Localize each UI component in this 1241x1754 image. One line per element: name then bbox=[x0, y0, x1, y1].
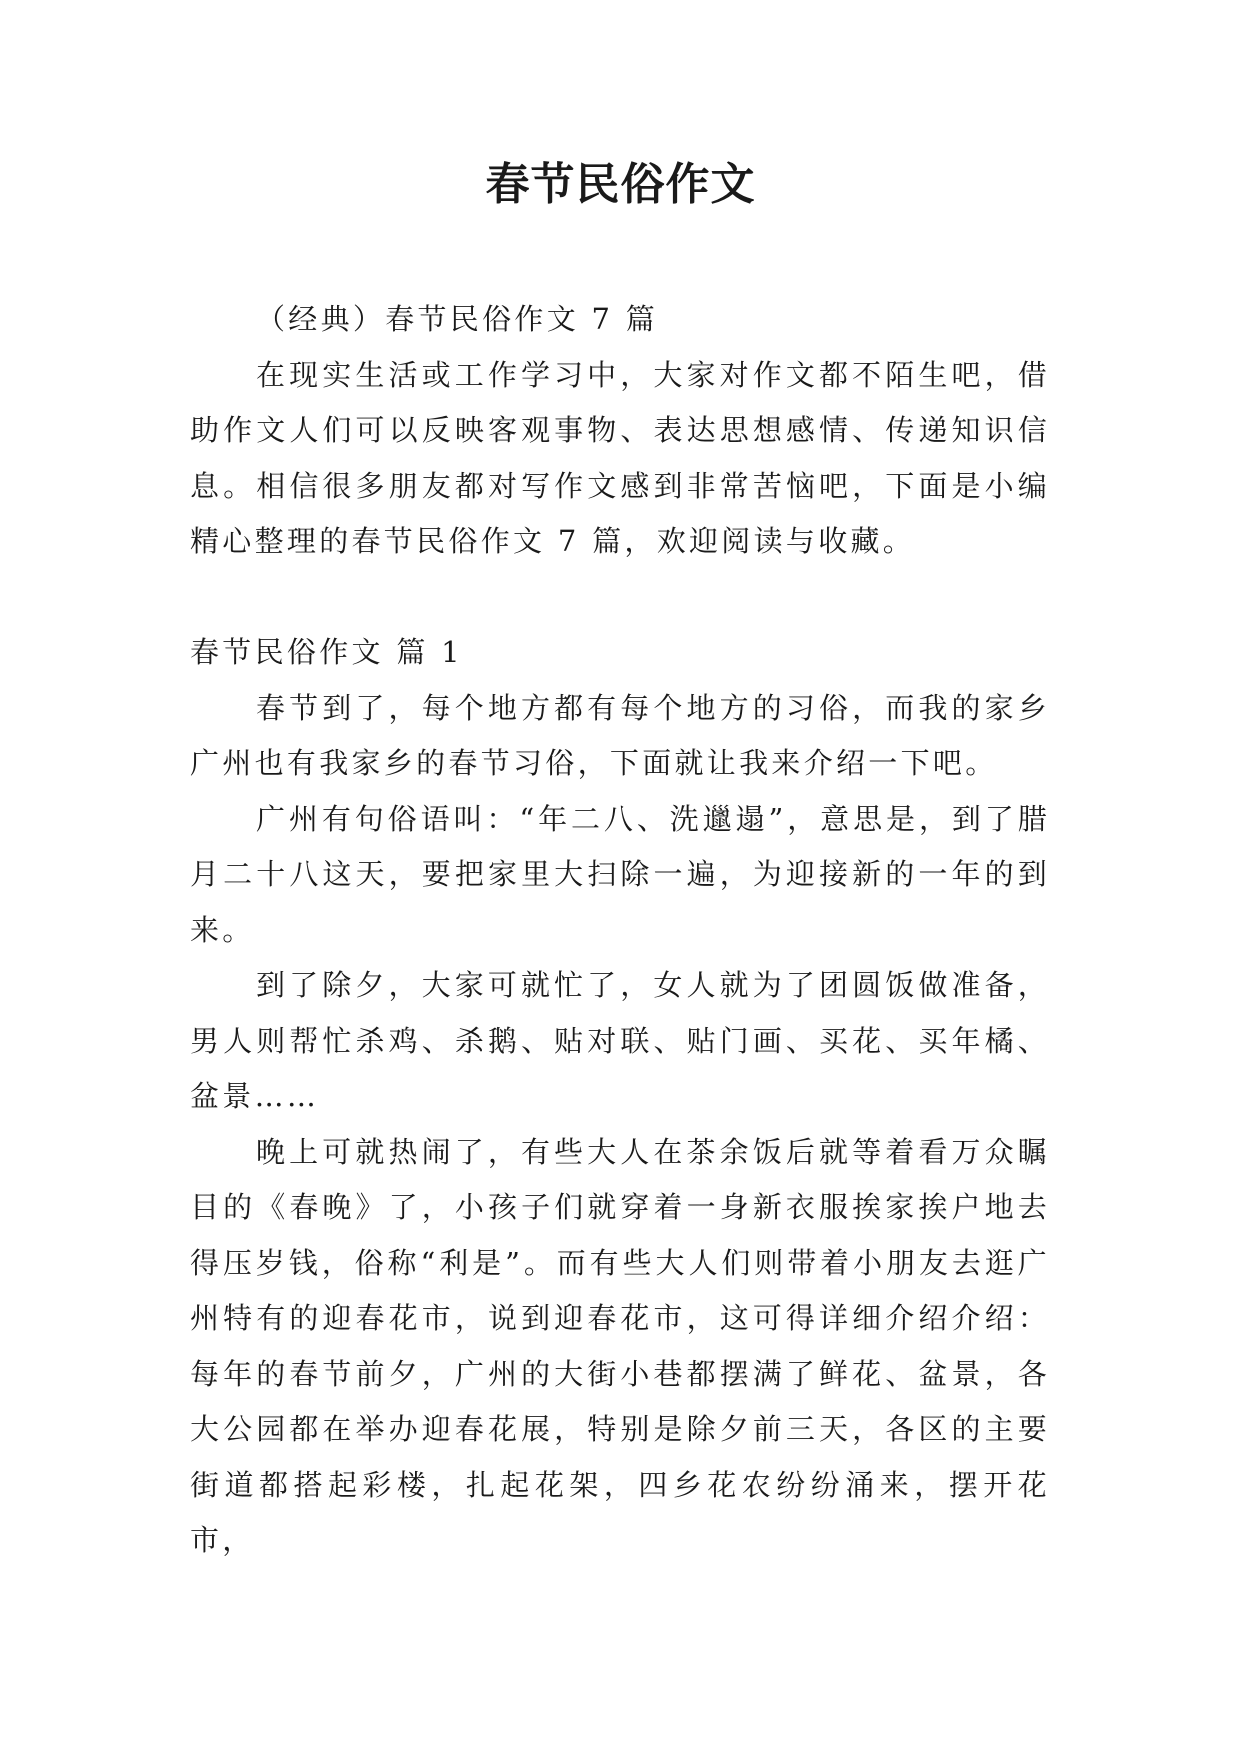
body-paragraph: 晚上可就热闹了，有些大人在茶余饭后就等着看万众瞩目的《春晚》了，小孩子们就穿着一身新衣服挨家挨户地去得压岁钱，俗称“利是”。而有些大人们则带着小朋友去逛广州特有的迎春花市，说到迎春花市，这可得详细介绍介绍：每年的春节前夕，广州的大街小巷都摆满了鲜花、盆景，各大公园都在举办迎春花展，特别是除夕前三天，各区的主要街道都搭起彩楼，扎起花架，四乡花农纷纷涌来，摆开花市， bbox=[190, 1134, 1050, 1557]
body-paragraph: 广州有句俗语叫：“年二八、洗邋遢”，意思是，到了腊月二十八这天，要把家里大扫除一遍，为迎接新的一年的到来。 bbox=[190, 801, 1050, 947]
body-paragraph: 到了除夕，大家可就忙了，女人就为了团圆饭做准备，男人则帮忙杀鸡、杀鹅、贴对联、贴门画、买花、买年橘、盆景…… bbox=[190, 968, 1050, 1113]
document-body bbox=[190, 292, 1050, 1569]
body-paragraph: 春节到了，每个地方都有每个地方的习俗，而我的家乡广州也有我家乡的春节习俗，下面就让我来介绍一下吧。 bbox=[190, 690, 1050, 780]
intro-paragraph: 在现实生活或工作学习中，大家对作文都不陌生吧，借助作文人们可以反映客观事物、表达思想感情、传递知识信息。相信很多朋友都对写作文感到非常苦恼吧，下面是小编精心整理的春节民俗作文 7 篇，欢迎阅读与收藏。 bbox=[190, 357, 1050, 558]
section-heading: 春节民俗作文 篇 1 bbox=[190, 635, 463, 669]
document-title: 春节民俗作文 bbox=[485, 159, 756, 210]
intro-subtitle: （经典）春节民俗作文 7 篇 bbox=[256, 302, 659, 336]
